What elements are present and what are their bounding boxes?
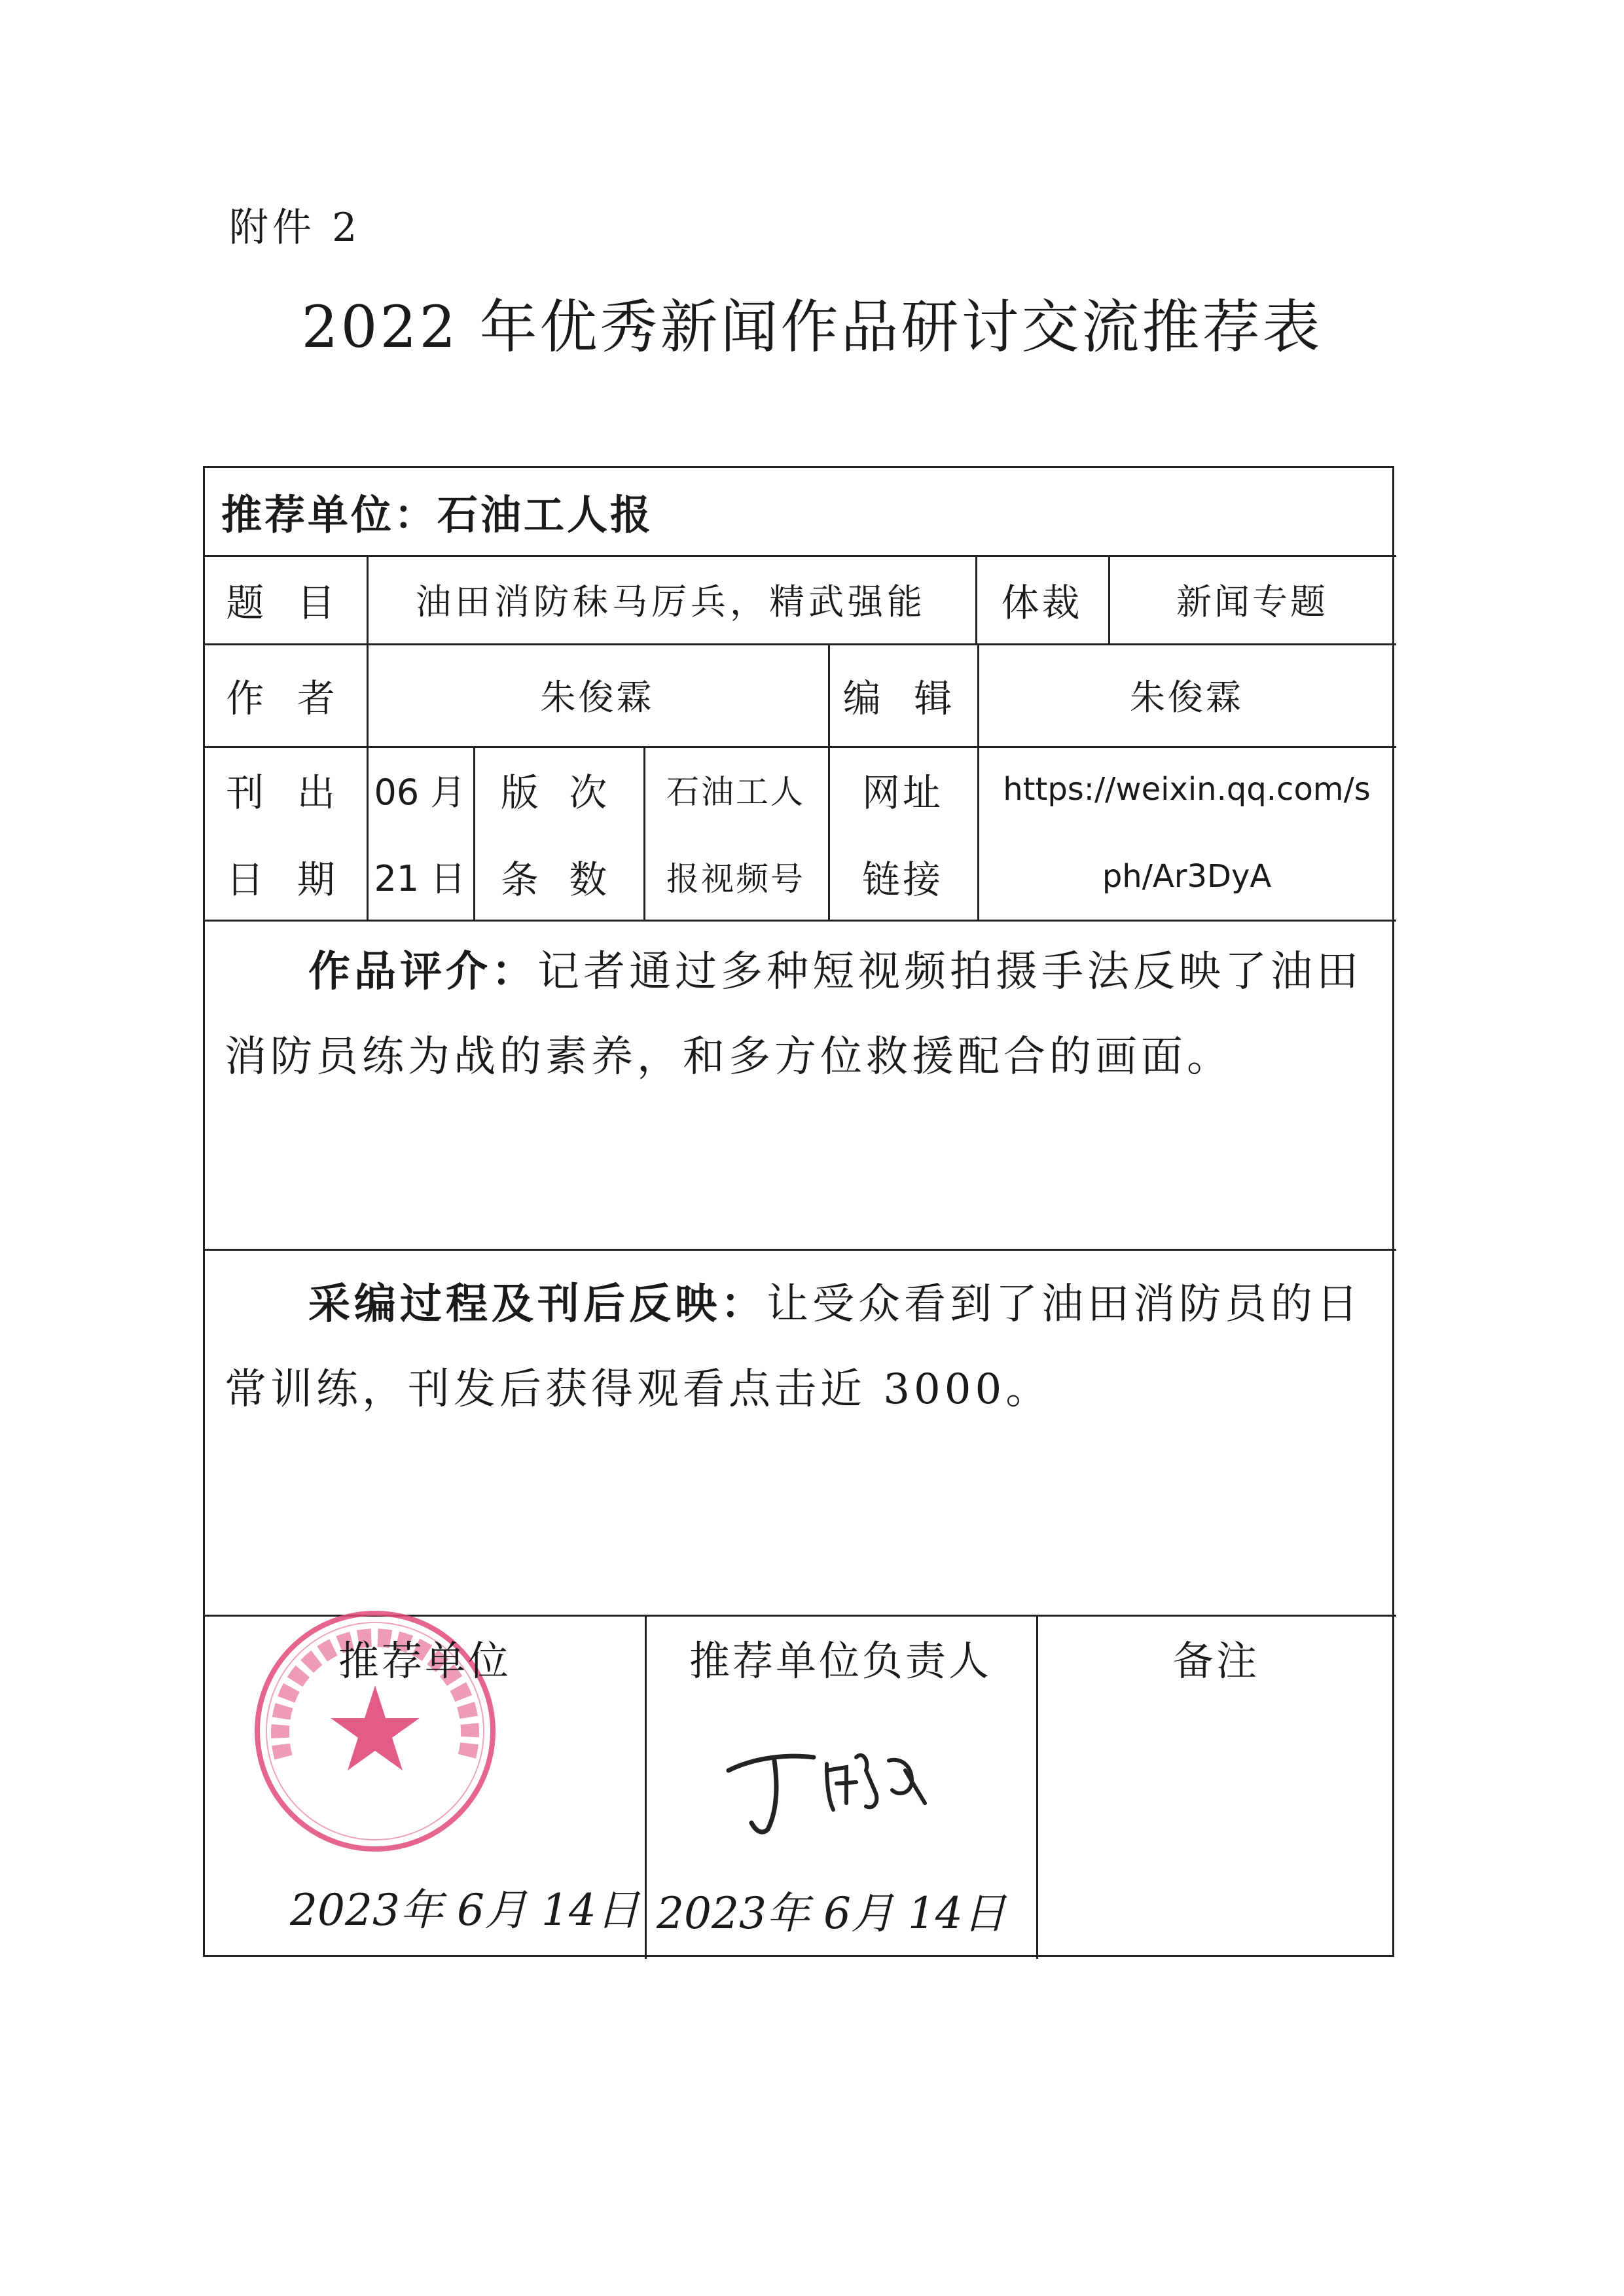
url-label-line2: 链接 bbox=[861, 857, 943, 902]
date-label-line2: 日 期 bbox=[226, 857, 346, 902]
genre-label: 体裁 bbox=[1001, 580, 1083, 625]
edition-value-line1: 石油工人 bbox=[666, 773, 805, 811]
remarks-header: 备注 bbox=[1172, 1636, 1259, 1685]
attachment-label: 附件 2 bbox=[229, 205, 361, 251]
handwritten-signature bbox=[715, 1731, 951, 1842]
recommendation-form bbox=[203, 466, 1394, 1957]
date-label-line1: 刊 出 bbox=[226, 770, 346, 815]
work-review-text: 记者通过多种短视频拍摄手法反映了油田消防员练为战的素养，和多方位救援配合的画面。 bbox=[225, 948, 1362, 1081]
date-value-month: 06 月 bbox=[374, 771, 466, 813]
date-value-day: 21 日 bbox=[374, 858, 466, 899]
document-title: 2022 年优秀新闻作品研讨交流推荐表 bbox=[301, 293, 1323, 361]
recommend-unit-label: 推荐单位： bbox=[221, 491, 438, 539]
editor-value: 朱俊霖 bbox=[1130, 677, 1244, 718]
recommend-unit-header: 推荐单位 bbox=[338, 1636, 511, 1685]
author-value: 朱俊霖 bbox=[540, 677, 655, 718]
recommend-unit-row bbox=[221, 468, 653, 555]
topic-value: 油田消防秣马厉兵，精武强能 bbox=[416, 581, 926, 622]
work-review-label: 作品评介： bbox=[308, 948, 537, 996]
genre-value: 新闻专题 bbox=[1176, 581, 1328, 622]
row-divider bbox=[205, 920, 1396, 922]
recommend-unit-value: 石油工人报 bbox=[437, 491, 654, 539]
editing-process-label: 采编过程及刊后反映： bbox=[308, 1280, 767, 1329]
editor-label: 编 辑 bbox=[842, 675, 963, 721]
recommend-person-header: 推荐单位负责人 bbox=[689, 1636, 992, 1685]
person-signed-date: 2023年 6月 14日 bbox=[657, 1888, 1006, 1939]
author-label: 作 者 bbox=[226, 675, 346, 721]
row-divider bbox=[205, 1249, 1396, 1251]
edition-label-line1: 版 次 bbox=[500, 770, 617, 815]
editing-process-text: 让受众看到了油田消防员的日常训练，刊发后获得观看点击近 3000。 bbox=[225, 1280, 1362, 1414]
url-value-line2: ph/Ar3DyA bbox=[1102, 857, 1272, 895]
unit-signed-date: 2023年 6月 14日 bbox=[290, 1885, 640, 1935]
url-label-line1: 网址 bbox=[861, 770, 943, 815]
edition-value-line2: 报视频号 bbox=[666, 859, 805, 898]
editing-process bbox=[225, 1262, 1373, 1432]
edition-label-line2: 条 数 bbox=[500, 857, 617, 902]
topic-label: 题 目 bbox=[226, 580, 346, 625]
url-value-line1: https://weixin.qq.com/s bbox=[1003, 771, 1371, 808]
work-review bbox=[225, 929, 1373, 1100]
